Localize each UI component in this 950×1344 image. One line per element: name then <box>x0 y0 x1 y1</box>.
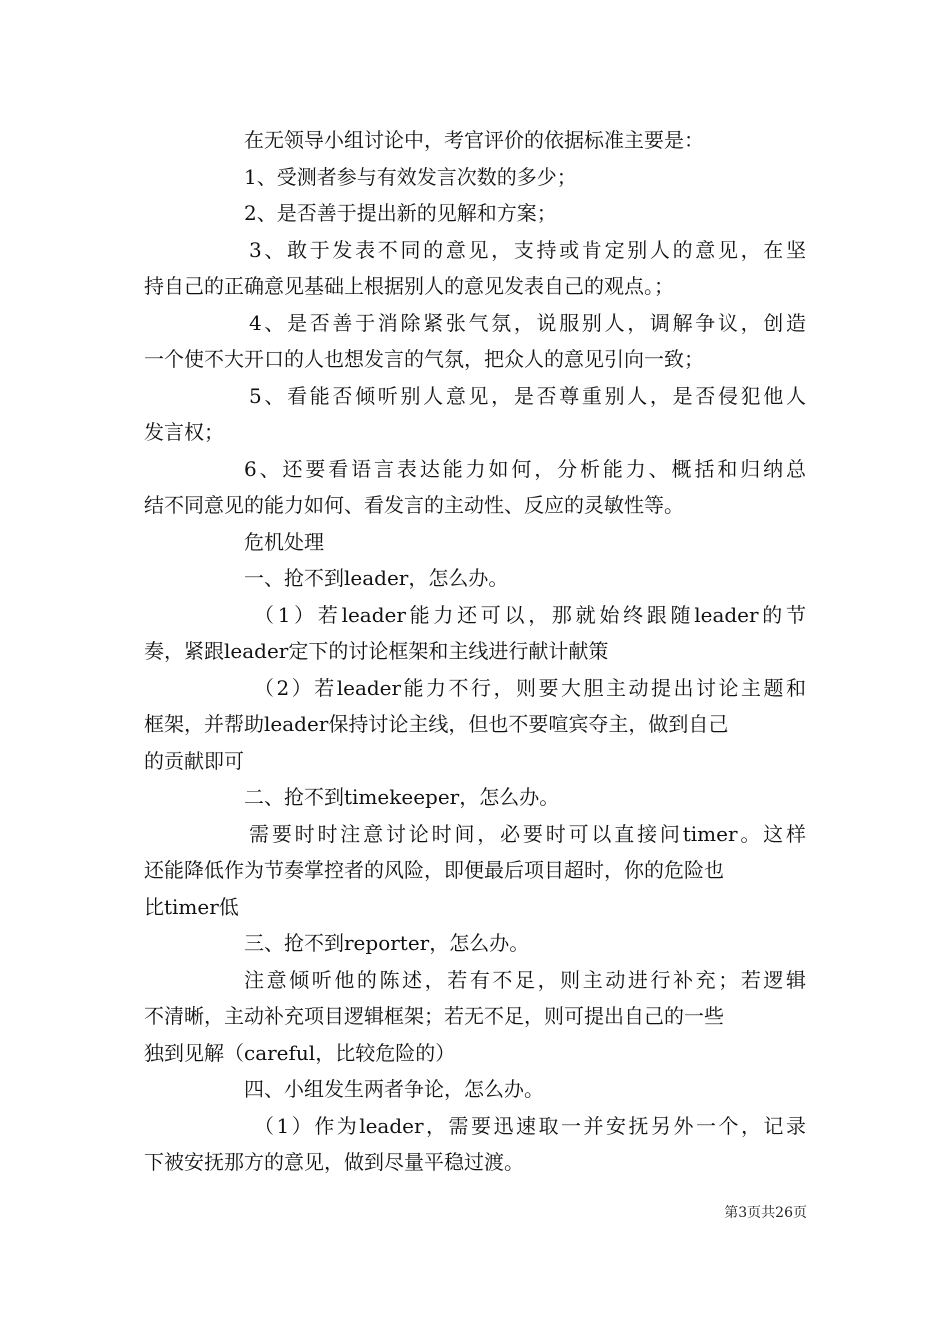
text-line: 注意倾听他的陈述，若有不足，则主动进行补充；若逻辑 <box>244 967 806 992</box>
text-line: 需要时时注意讨论时间，必要时可以直接问timer。这样 <box>249 821 806 846</box>
text-line: （2）若leader能力不行，则要大胆主动提出讨论主题和 <box>254 675 806 700</box>
page-label: 第3页共26页 <box>724 1205 807 1221</box>
text-line: 1、受测者参与有效发言次数的多少； <box>244 164 577 189</box>
text-line: 还能降低作为节奏掌控者的风险，即便最后项目超时，你的危险也 <box>144 858 724 882</box>
document-body <box>144 122 806 1181</box>
text-line: 框架，并帮助leader保持讨论主线，但也不要喧宾夺主，做到自己 <box>144 712 729 736</box>
text-line: 下被安抚那方的意见，做到尽量平稳过渡。 <box>144 1150 524 1174</box>
text-line: 发言权； <box>144 420 224 444</box>
subsection-heading: 四、小组发生两者争论，怎么办。 <box>244 1077 544 1101</box>
text-line: 比timer低 <box>144 894 239 919</box>
section-heading: 危机处理 <box>244 529 324 554</box>
text-line: 一个使不大开口的人也想发言的气氛，把众人的意见引向一致； <box>144 347 704 371</box>
text-line: 持自己的正确意见基础上根据别人的意见发表自己的观点。； <box>144 274 674 298</box>
text-line: 在无领导小组讨论中，考官评价的依据标准主要是： <box>244 128 704 152</box>
text-line: 奏，紧跟leader定下的讨论框架和主线进行献计献策 <box>144 639 609 663</box>
page-number-footer <box>724 1204 807 1222</box>
subsection-heading: 三、抢不到reporter，怎么办。 <box>244 931 530 955</box>
subsection-heading: 一、抢不到leader，怎么办。 <box>244 566 509 590</box>
subsection-heading: 二、抢不到timekeeper，怎么办。 <box>244 785 560 809</box>
text-line: （1）作为leader，需要迅速取一并安抚另外一个，记录 <box>254 1113 806 1138</box>
text-line: 结不同意见的能力如何、看发言的主动性、反应的灵敏性等。 <box>144 493 684 517</box>
text-line: 4、是否善于消除紧张气氛，说服别人，调解争议，创造 <box>249 310 806 335</box>
text-line: 2、是否善于提出新的见解和方案； <box>244 201 557 225</box>
text-line: 5、看能否倾听别人意见，是否尊重别人，是否侵犯他人 <box>249 383 806 408</box>
text-line: 的贡献即可 <box>144 748 244 773</box>
text-line: （1）若leader能力还可以，那就始终跟随leader的节 <box>254 602 806 627</box>
text-line: 不清晰，主动补充项目逻辑框架；若无不足，则可提出自己的一些 <box>144 1004 724 1028</box>
text-line: 6、还要看语言表达能力如何，分析能力、概括和归纳总 <box>244 456 806 481</box>
text-line: 3、敢于发表不同的意见，支持或肯定别人的意见，在坚 <box>249 237 806 262</box>
text-line: 独到见解（careful，比较危险的） <box>144 1040 456 1065</box>
